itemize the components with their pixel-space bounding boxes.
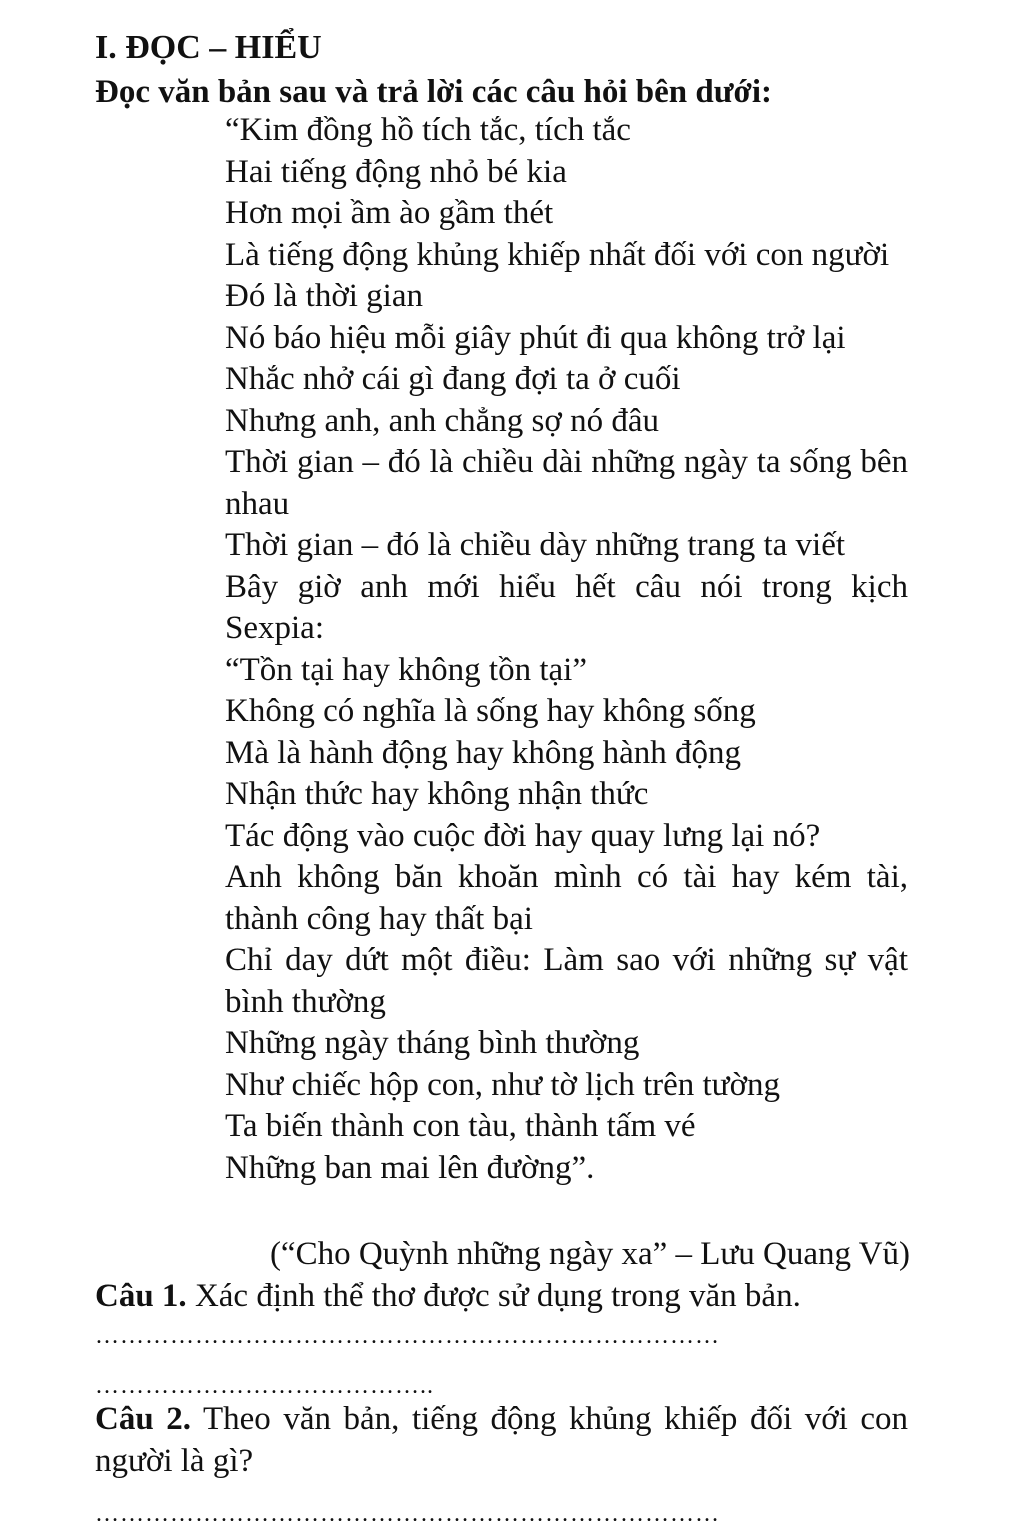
poem-line: Tác động vào cuộc đời hay quay lưng lại nó? [225, 817, 821, 854]
poem-line: “Tồn tại hay không tồn tại” [225, 651, 587, 688]
question-2-label: Câu 2. [95, 1401, 191, 1437]
poem-line: Mà là hành động hay không hành động [225, 734, 741, 771]
question-2-text: Theo văn bản, tiếng động khủng khiếp đối với con người là gì? [95, 1401, 909, 1479]
poem-line: Những ban mai lên đường”. [225, 1149, 595, 1186]
poem-line: Hai tiếng động nhỏ bé kia [225, 153, 567, 190]
poem-line: Không có nghĩa là sống hay không sống [225, 693, 756, 729]
poem-line: Nhận thức hay không nhận thức [225, 776, 649, 812]
poem-line: Nhưng anh, anh chẳng sợ nó đâu [225, 402, 659, 439]
poem-line: “Kim đồng hồ tích tắc, tích tắc [225, 112, 631, 148]
answer-line-3: ………………………………………………………………… [95, 1501, 720, 1527]
poem-line: Anh không băn khoăn mình có tài hay kém tài, thành công hay thất bại [225, 859, 908, 937]
poem-line: Nó báo hiệu mỗi giây phút đi qua không trở lại [225, 319, 846, 356]
poem-line: Bây giờ anh mới hiểu hết câu nói trong kịch Sexpia: [225, 568, 908, 646]
poem-line: Đó là thời gian [225, 278, 423, 314]
poem-line: Như chiếc hộp con, như tờ lịch trên tường [225, 1066, 781, 1103]
reading-instruction: Đọc văn bản sau và trả lời các câu hỏi bên dưới: [95, 74, 772, 110]
poem-line: Ta biến thành con tàu, thành tấm vé [225, 1108, 696, 1144]
question-2 [95, 1398, 908, 1482]
answer-line-2: ………………………………….. [95, 1373, 434, 1399]
poem-attribution: (“Cho Quỳnh những ngày xa” – Lưu Quang Vũ) [269, 1236, 910, 1272]
poem-line: Là tiếng động khủng khiếp nhất đối với con người [225, 236, 890, 273]
poem-line: Thời gian – đó là chiều dài những ngày ta sống bên nhau [225, 444, 908, 522]
poem-line: Chỉ day dứt một điều: Làm sao với những sự vật bình thường [225, 942, 908, 1020]
poem-line: Thời gian – đó là chiều dày những trang ta viết [225, 527, 846, 563]
answer-line-1: ………………………………………………………………… [95, 1323, 720, 1349]
section-heading: I. ĐỌC – HIỂU [95, 29, 322, 66]
poem-text [225, 110, 908, 1189]
question-1-text: Xác định thể thơ được sử dụng trong văn bản. [194, 1278, 801, 1314]
poem-line: Nhắc nhở cái gì đang đợi ta ở cuối [225, 361, 681, 397]
question-1 [95, 1275, 908, 1317]
poem-line: Hơn mọi ầm ào gầm thét [225, 195, 554, 231]
poem-line: Những ngày tháng bình thường [225, 1025, 640, 1061]
question-1-label: Câu 1. [95, 1278, 187, 1314]
